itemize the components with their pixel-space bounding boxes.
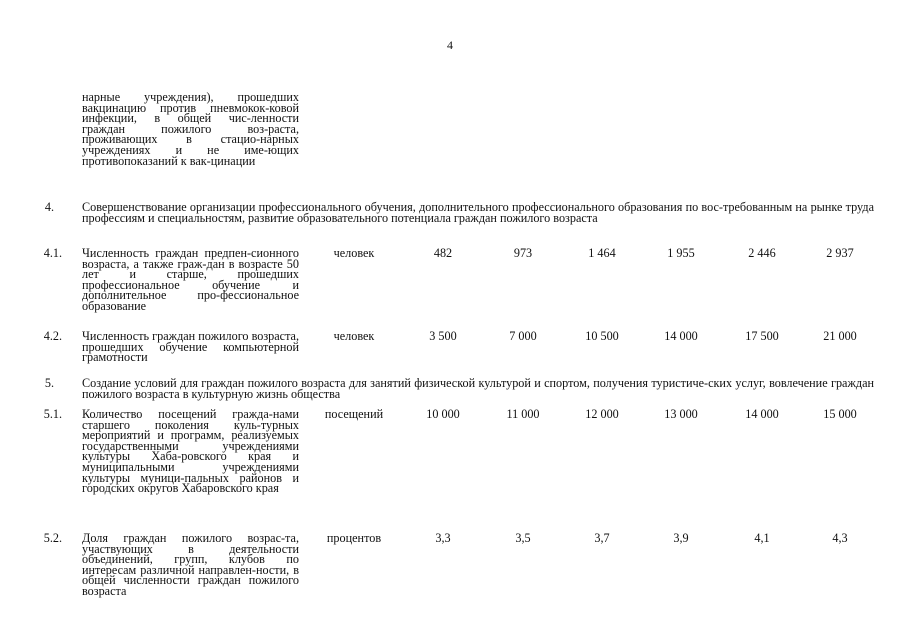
row-value: 14 000 (745, 407, 779, 421)
row-value: 7 000 (509, 329, 537, 343)
row-description: Численность граждан предпен-сионного возраста, а также граж-дан в возрасте 50 лет и старше, прошедших профессиональное обучение и дополнительное про-фессиональное образование (82, 246, 299, 313)
row-value: 10 000 (426, 407, 460, 421)
row-value: 12 000 (585, 407, 619, 421)
row-description: Доля граждан пожилого возрас-та, участвующих в деятельности объединений, групп, клубов по интересам различной направлен-ности, в общей численности граждан пожилого возраста (82, 531, 299, 598)
row-value: 482 (433, 246, 453, 260)
row-value: 1 955 (667, 246, 695, 260)
row-value: 2 446 (748, 246, 776, 260)
section-number: 5. (44, 376, 54, 390)
continuation-text: нарные учреждения), прошедших вакцинацию против пневмокок-ковой инфекции, в общей чис-ленности граждан пожилого воз-раста, проживающих в стацио-нарных учреждениях и не име-ющих противопоказаний к вак-цинации (82, 90, 299, 168)
row-value: 3 500 (429, 329, 457, 343)
row-description: Количество посещений гражда-нами старшего поколения куль-турных мероприятий и программ, реализуемых государственными учреждениями культуры Хаба-ровского края и муниципальными учреждениями культуры муници-пальных районов и городских округов Хабаровского края (82, 407, 299, 496)
row-value: 2 937 (826, 246, 854, 260)
row-unit: человек (333, 246, 375, 260)
row-value: 3,5 (515, 531, 531, 545)
row-value: 973 (513, 246, 533, 260)
row-value: 1 464 (588, 246, 616, 260)
section-number: 4. (44, 200, 54, 214)
row-value: 17 500 (745, 329, 779, 343)
section-heading: Создание условий для граждан пожилого возраста для занятий физической культурой и спортом, получения туристиче-ских услуг, вовлечение граждан пожилого возраста в культурную жизнь общества (82, 376, 874, 401)
row-number: 4.1. (43, 246, 62, 260)
row-value: 21 000 (823, 329, 857, 343)
row-unit: процентов (326, 531, 382, 545)
row-value: 3,7 (594, 531, 610, 545)
page-number: 4 (447, 38, 453, 52)
row-value: 4,3 (832, 531, 848, 545)
row-value: 3,9 (673, 531, 689, 545)
row-value: 13 000 (664, 407, 698, 421)
row-number: 4.2. (43, 329, 62, 343)
row-value: 11 000 (506, 407, 540, 421)
row-value: 4,1 (754, 531, 770, 545)
row-description: Численность граждан пожилого возраста, прошедших обучение компьютерной грамотности (82, 329, 299, 365)
row-value: 14 000 (664, 329, 698, 343)
row-number: 5.2. (43, 531, 62, 545)
section-heading: Совершенствование организации профессионального обучения, дополнительного профессионального образования по вос-требованным на рынке труда профессиям и специальностям, развитие образовательного потенциала граждан пожилого возраста (82, 200, 874, 225)
row-number: 5.1. (43, 407, 62, 421)
row-unit: посещений (324, 407, 384, 421)
row-unit: человек (333, 329, 375, 343)
row-value: 10 500 (585, 329, 619, 343)
row-value: 15 000 (823, 407, 857, 421)
row-value: 3,3 (435, 531, 451, 545)
